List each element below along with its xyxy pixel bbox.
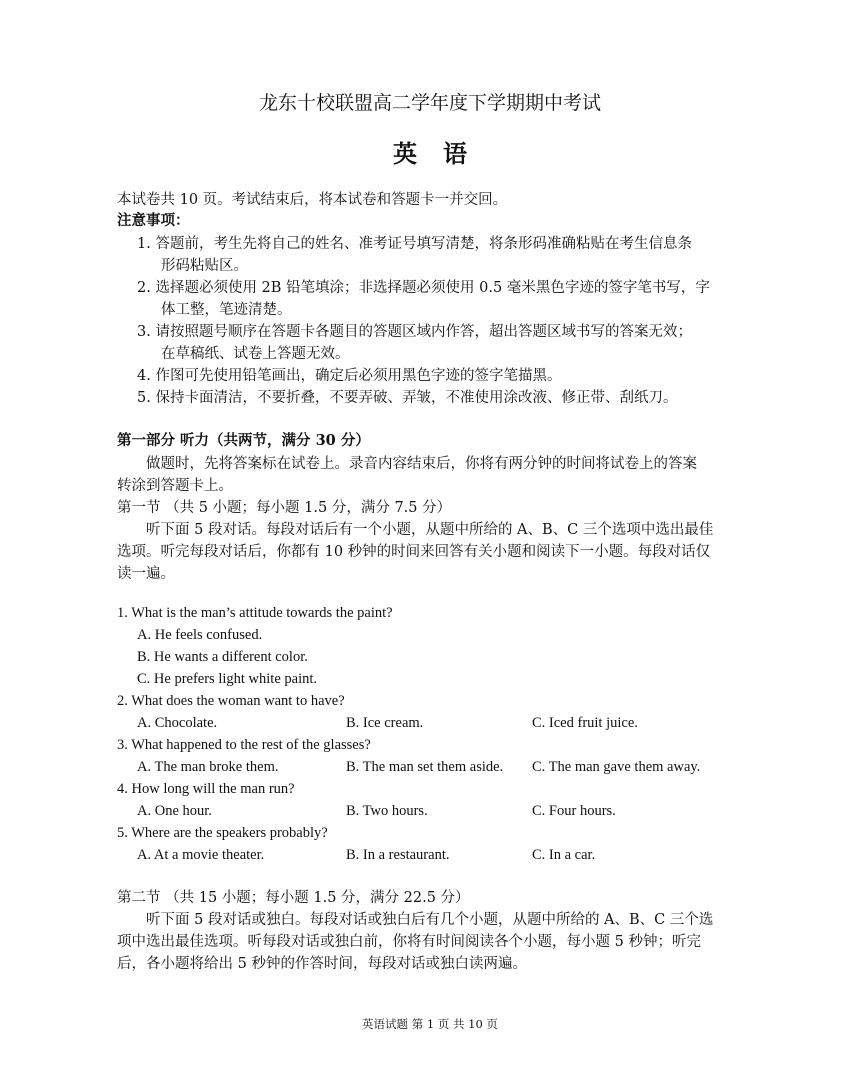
notice-line: 5. 保持卡面清洁，不要折叠，不要弄破、弄皱，不准使用涂改液、修正带、刮纸刀。 <box>137 390 678 406</box>
notice-line: 在草稿纸、试卷上答题无效。 <box>161 346 350 362</box>
notice-line: 4. 作图可先使用铅笔画出，确定后必须用黑色字迹的签字笔描黑。 <box>137 368 562 384</box>
part1-desc-line: 做题时，先将答案标在试卷上。录音内容结束后，你将有两分钟的时间将试卷上的答案 <box>146 456 697 472</box>
section2-desc-line: 后，各小题将给出 5 秒钟的作答时间，每段对话或独白读两遍。 <box>117 956 527 972</box>
option-b: B. Ice cream. <box>346 715 424 731</box>
exam-title: 龙东十校联盟高二学年度下学期期中考试 <box>258 92 601 114</box>
question-stem: 3. What happened to the rest of the glasses? <box>117 737 371 753</box>
option-a: A. At a movie theater. <box>137 847 265 863</box>
question-stem: 2. What does the woman want to have? <box>117 693 345 709</box>
section2-desc-line: 听下面 5 段对话或独白。每段对话或独白后有几个小题，从题中所给的 A、B、C 三个选 <box>146 912 714 928</box>
option-a: A. One hour. <box>137 803 212 819</box>
option-b: B. He wants a different color. <box>137 649 308 665</box>
option-c: C. Iced fruit juice. <box>532 715 638 731</box>
option-c: C. He prefers light white paint. <box>137 671 317 687</box>
section1-desc-line: 听下面 5 段对话。每段对话后有一个小题，从题中所给的 A、B、C 三个选项中选出最佳 <box>146 522 714 538</box>
option-b: B. In a restaurant. <box>346 847 450 863</box>
notice-heading: 注意事项： <box>117 212 190 229</box>
page-footer: 英语试题 第 1 页 共 10 页 <box>362 1017 498 1031</box>
part1-heading: 第一部分 听力（共两节，满分 30 分） <box>117 432 370 449</box>
option-a: A. The man broke them. <box>137 759 279 775</box>
section1-heading: 第一节 （共 5 小题；每小题 1.5 分，满分 7.5 分） <box>117 500 452 516</box>
option-c: C. Four hours. <box>532 803 616 819</box>
option-a: A. He feels confused. <box>137 627 263 643</box>
part1-desc-line: 转涂到答题卡上。 <box>117 478 233 494</box>
option-b: B. The man set them aside. <box>346 759 504 775</box>
section2-desc-line: 项中选出最佳选项。听每段对话或独白前，你将有时间阅读各个小题，每小题 5 秒钟；听完 <box>117 934 701 950</box>
question-stem: 4. How long will the man run? <box>117 781 295 797</box>
instructions-line: 本试卷共 10 页。考试结束后，将本试卷和答题卡一并交回。 <box>117 192 508 208</box>
question-stem: 5. Where are the speakers probably? <box>117 825 328 841</box>
notice-line: 2. 选择题必须使用 2B 铅笔填涂；非选择题必须使用 0.5 毫米黑色字迹的签字笔书写，字 <box>137 280 710 296</box>
option-c: C. The man gave them away. <box>532 759 701 775</box>
notice-line: 形码粘贴区。 <box>161 258 248 274</box>
subject-title: 英语 <box>393 139 493 168</box>
question-stem: 1. What is the man’s attitude towards the paint? <box>117 605 393 621</box>
option-a: A. Chocolate. <box>137 715 218 731</box>
notice-line: 体工整，笔迹清楚。 <box>161 302 292 318</box>
section1-desc-line: 读一遍。 <box>117 566 175 582</box>
section1-desc-line: 选项。听完每段对话后，你都有 10 秒钟的时间来回答有关小题和阅读下一小题。每段对话仅 <box>117 544 711 560</box>
option-b: B. Two hours. <box>346 803 428 819</box>
notice-line: 1. 答题前，考生先将自己的姓名、准考证号填写清楚，将条形码准确粘贴在考生信息条 <box>137 236 692 252</box>
notice-line: 3. 请按照题号顺序在答题卡各题目的答题区域内作答，超出答题区域书写的答案无效； <box>137 324 692 340</box>
section2-heading: 第二节 （共 15 小题；每小题 1.5 分，满分 22.5 分） <box>117 890 470 906</box>
option-c: C. In a car. <box>532 847 596 863</box>
